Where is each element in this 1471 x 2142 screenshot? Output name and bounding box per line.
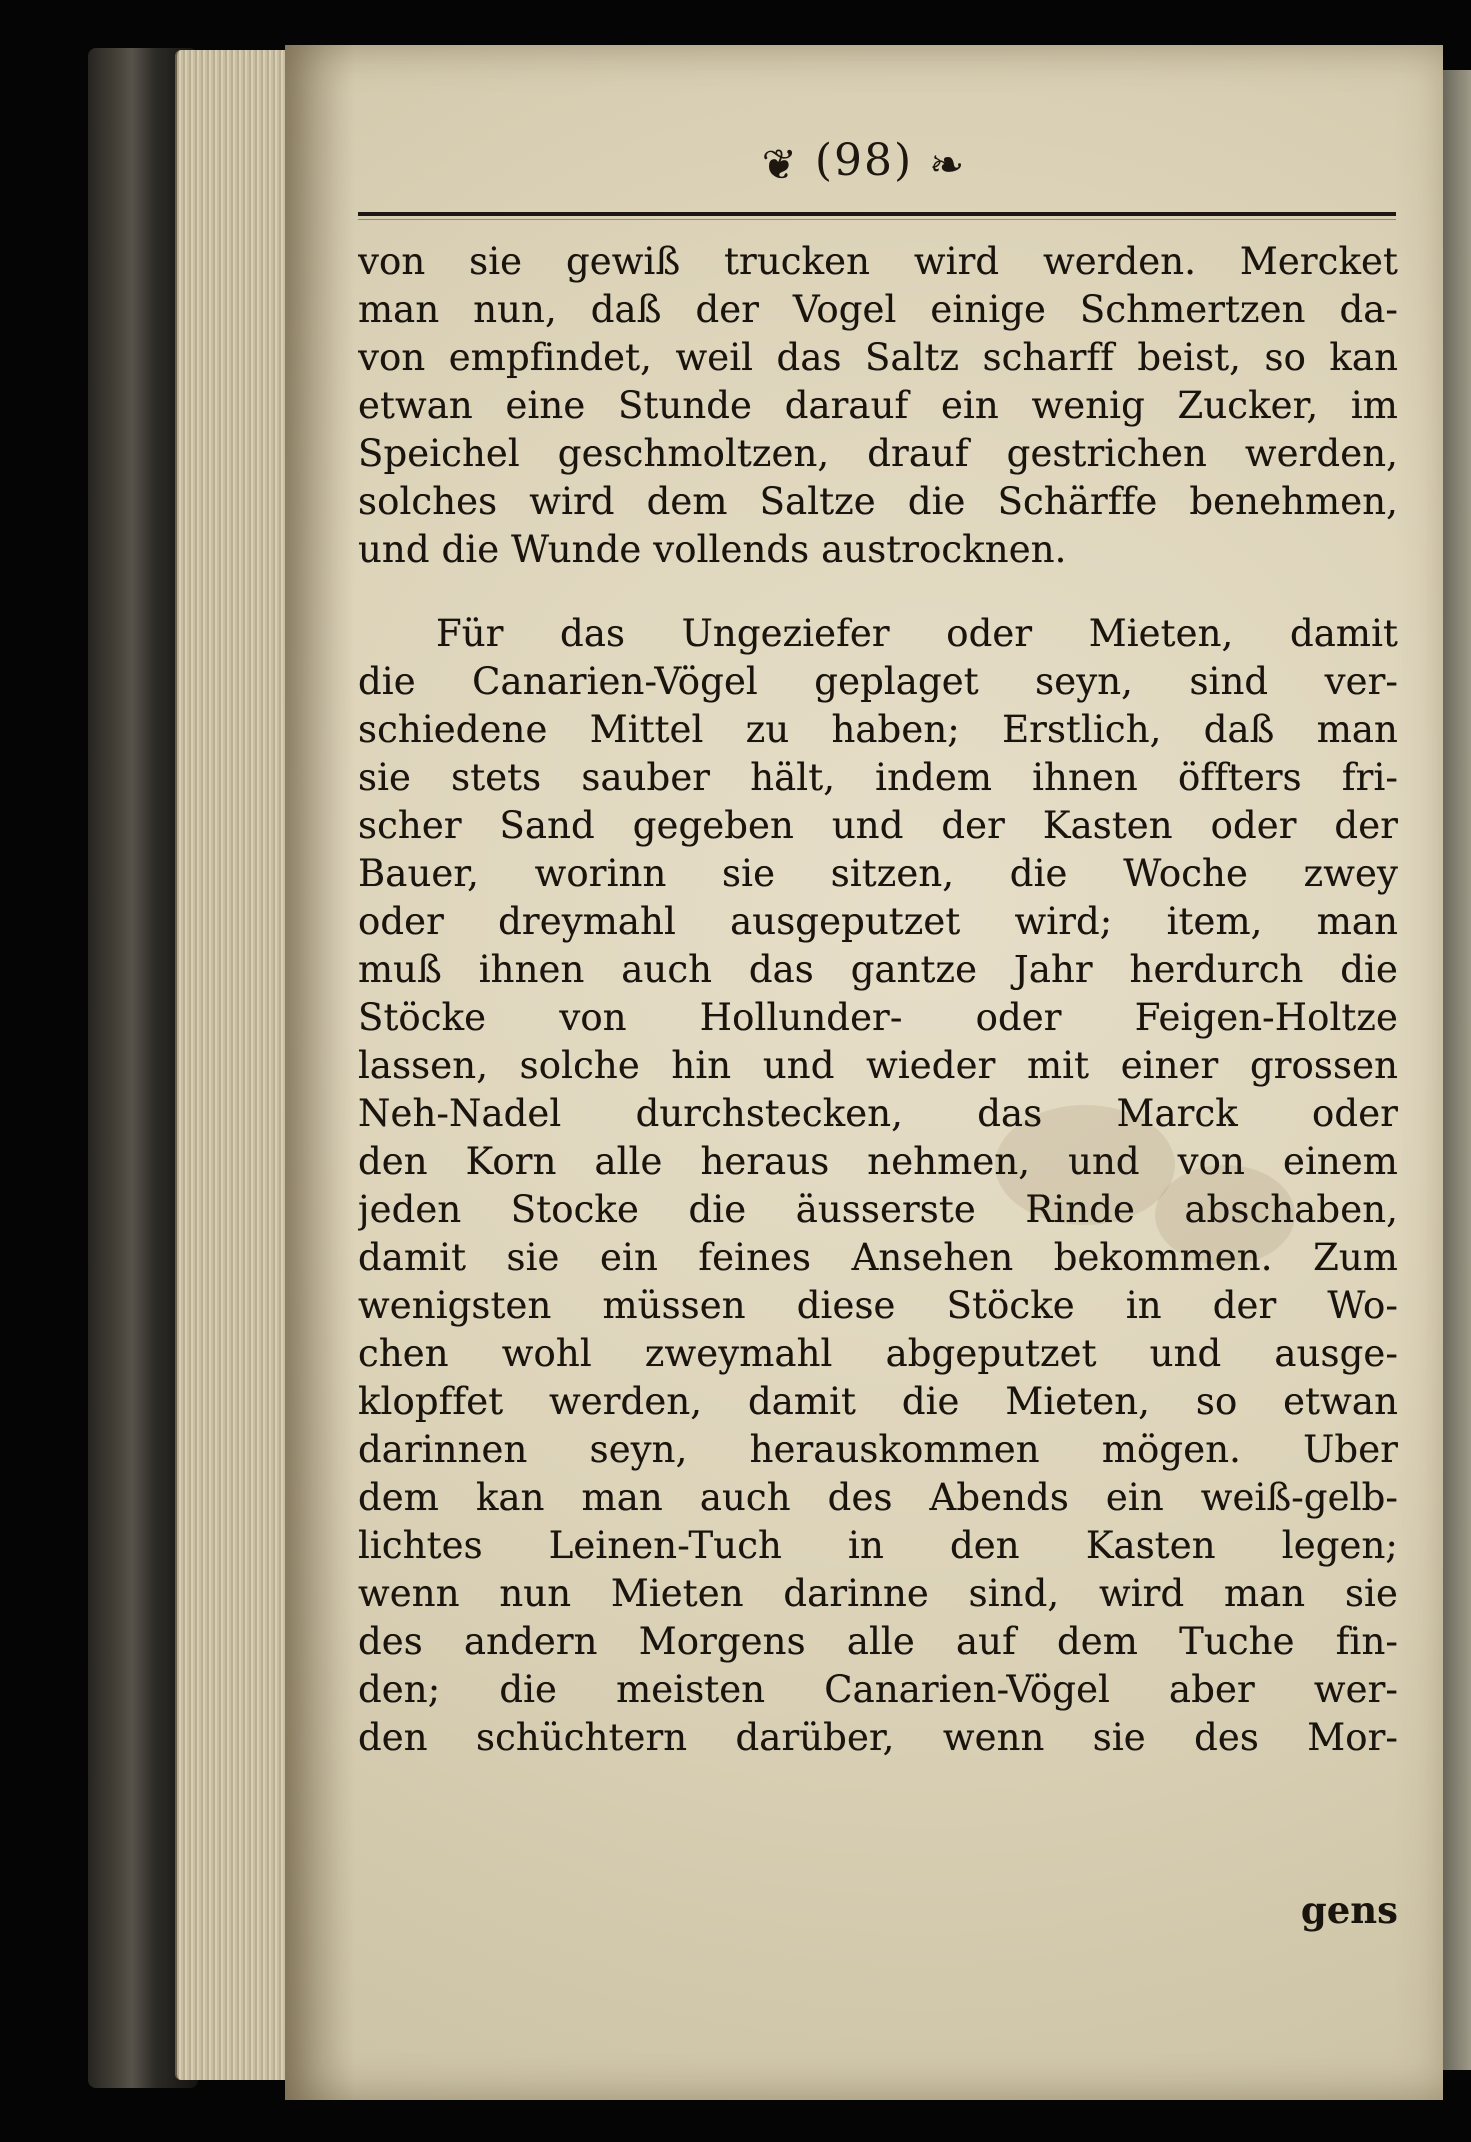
text-line: den schüchtern darüber, wenn sie des Mor- — [358, 1716, 1398, 1759]
text-line: lichtes Leinen-Tuch in den Kasten legen; — [358, 1524, 1398, 1567]
header-rule — [358, 212, 1396, 220]
text-line: jeden Stocke die äusserste Rinde abschaben, — [358, 1188, 1398, 1231]
page-number: (98) — [814, 135, 914, 186]
text-line: solches wird dem Saltze die Schärffe benehmen, — [358, 480, 1398, 523]
text-line: oder dreymahl ausgeputzet wird; item, man — [358, 900, 1398, 943]
page-text — [358, 238, 1398, 1762]
text-line: lassen, solche hin und wieder mit einer grossen — [358, 1044, 1398, 1087]
catchword: gens — [1300, 1888, 1398, 1932]
text-line: von empfindet, weil das Saltz scharff beist, so kan — [358, 336, 1398, 379]
text-line: von sie gewiß trucken wird werden. Mercket — [358, 240, 1398, 283]
paragraph-gap — [358, 574, 1398, 610]
text-line: klopffet werden, damit die Mieten, so etwan — [358, 1380, 1398, 1423]
text-line: scher Sand gegeben und der Kasten oder der — [358, 804, 1398, 847]
text-line: wenn nun Mieten darinne sind, wird man sie — [358, 1572, 1398, 1615]
text-line: Für das Ungeziefer oder Mieten, damit — [436, 612, 1398, 655]
text-line: und die Wunde vollends austrocknen. — [358, 528, 1067, 571]
book-page — [285, 45, 1443, 2100]
text-line: darinnen seyn, herauskommen mögen. Uber — [358, 1428, 1398, 1471]
text-line: muß ihnen auch das gantze Jahr herdurch die — [358, 948, 1398, 991]
text-line: Bauer, worinn sie sitzen, die Woche zwey — [358, 852, 1398, 895]
right-ornament-icon: ❧ — [929, 140, 967, 189]
text-line: wenigsten müssen diese Stöcke in der Wo- — [358, 1284, 1398, 1327]
left-ornament-icon: ❦ — [761, 140, 799, 189]
text-line: schiedene Mittel zu haben; Erstlich, daß man — [358, 708, 1398, 751]
text-line: den Korn alle heraus nehmen, und von einem — [358, 1140, 1398, 1183]
text-line: den; die meisten Canarien-Vögel aber wer- — [358, 1668, 1398, 1711]
text-line: damit sie ein feines Ansehen bekommen. Zum — [358, 1236, 1398, 1279]
text-line: Speichel geschmoltzen, drauf gestrichen werden, — [358, 432, 1398, 475]
text-line: chen wohl zweymahl abgeputzet und ausge- — [358, 1332, 1398, 1375]
text-line: dem kan man auch des Abends ein weiß-gelb- — [358, 1476, 1398, 1519]
text-line: Neh-Nadel durchstecken, das Marck oder — [358, 1092, 1398, 1135]
text-line: Stöcke von Hollunder- oder Feigen-Holtze — [358, 996, 1398, 1039]
text-line: man nun, daß der Vogel einige Schmertzen da- — [358, 288, 1398, 331]
page-header — [285, 135, 1443, 189]
page-gutter-shadow — [285, 45, 355, 2100]
text-line: des andern Morgens alle auf dem Tuche fin- — [358, 1620, 1398, 1663]
text-line: etwan eine Stunde darauf ein wenig Zucker, im — [358, 384, 1398, 427]
text-line: sie stets sauber hält, indem ihnen öffters fri- — [358, 756, 1398, 799]
text-line: die Canarien-Vögel geplaget seyn, sind ver- — [358, 660, 1398, 703]
